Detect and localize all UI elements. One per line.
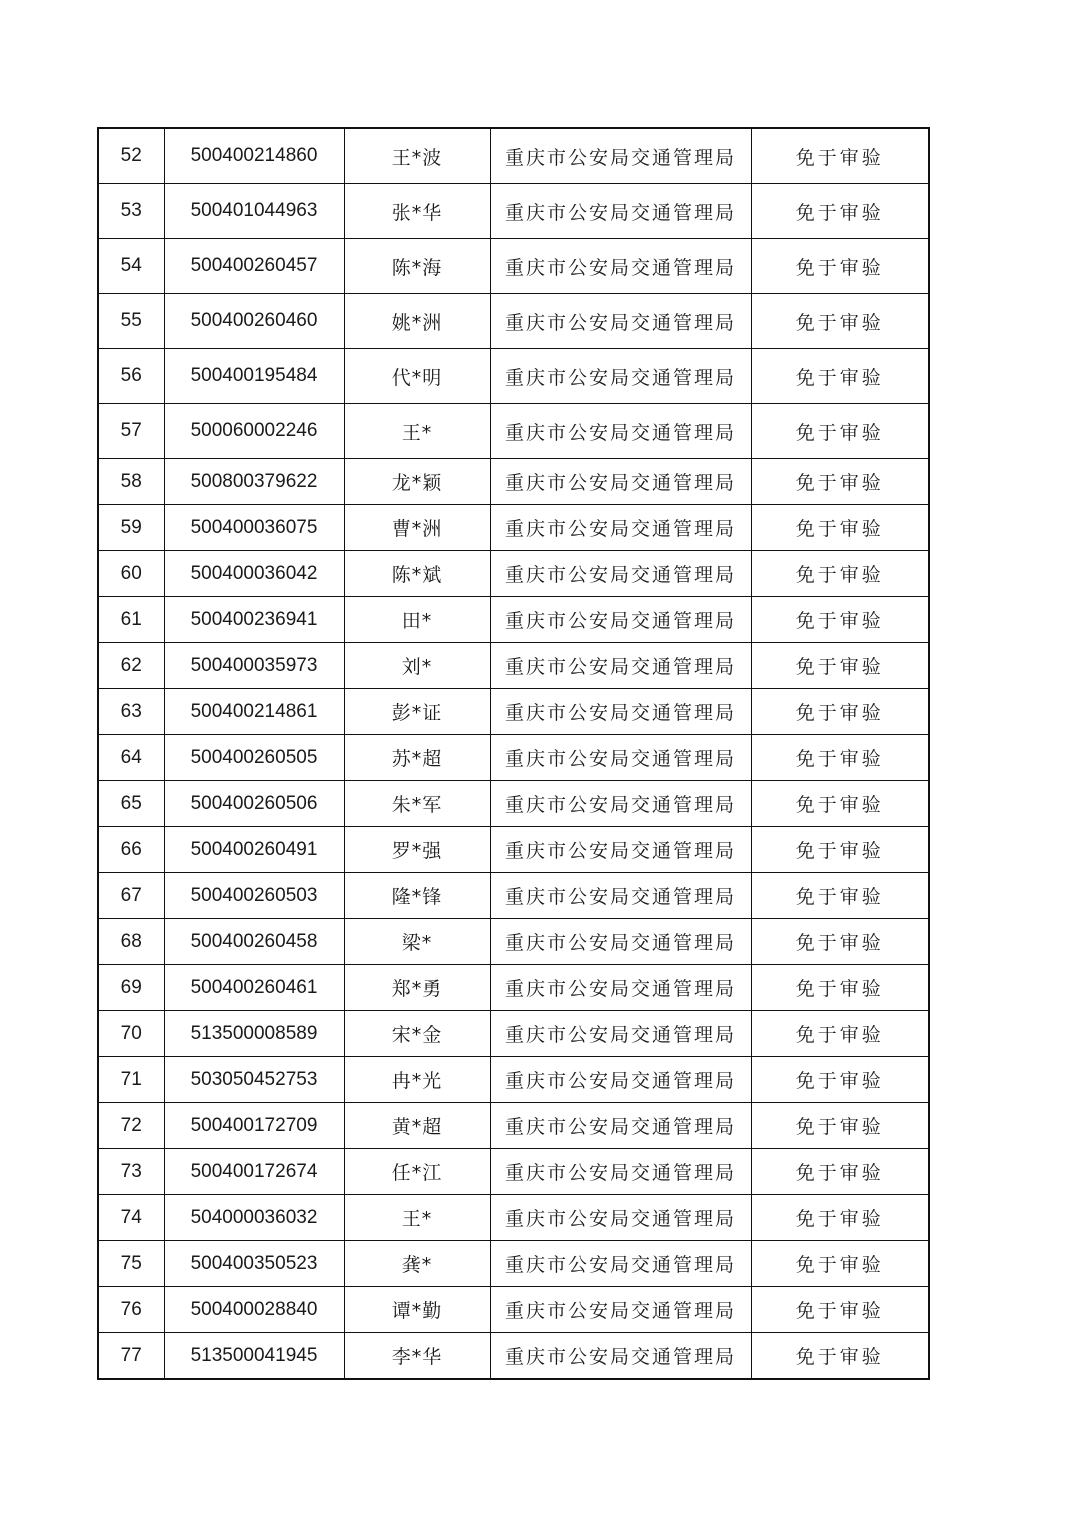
review-result: 免于审验 (751, 781, 929, 827)
review-result: 免于审验 (751, 689, 929, 735)
table-row (98, 294, 929, 349)
issuing-authority: 重庆市公安局交通管理局 (490, 551, 751, 597)
record-code: 500400350523 (164, 1241, 344, 1287)
review-result: 免于审验 (751, 184, 929, 239)
row-index: 72 (98, 1103, 164, 1149)
table-row (98, 1057, 929, 1103)
table-row (98, 1149, 929, 1195)
table-row (98, 689, 929, 735)
row-index: 59 (98, 505, 164, 551)
issuing-authority: 重庆市公安局交通管理局 (490, 1149, 751, 1195)
table-row (98, 505, 929, 551)
row-index: 52 (98, 128, 164, 184)
record-code: 500400214860 (164, 128, 344, 184)
record-code: 513500041945 (164, 1333, 344, 1380)
review-result: 免于审验 (751, 965, 929, 1011)
row-index: 57 (98, 404, 164, 459)
table-row (98, 827, 929, 873)
table-row (98, 349, 929, 404)
record-code: 513500008589 (164, 1011, 344, 1057)
person-name: 龙*颖 (344, 459, 490, 505)
issuing-authority: 重庆市公安局交通管理局 (490, 689, 751, 735)
issuing-authority: 重庆市公安局交通管理局 (490, 919, 751, 965)
review-result: 免于审验 (751, 404, 929, 459)
person-name: 刘* (344, 643, 490, 689)
row-index: 63 (98, 689, 164, 735)
row-index: 54 (98, 239, 164, 294)
issuing-authority: 重庆市公安局交通管理局 (490, 1103, 751, 1149)
issuing-authority: 重庆市公安局交通管理局 (490, 827, 751, 873)
table-row (98, 781, 929, 827)
issuing-authority: 重庆市公安局交通管理局 (490, 735, 751, 781)
record-code: 500060002246 (164, 404, 344, 459)
row-index: 55 (98, 294, 164, 349)
record-code: 500400260505 (164, 735, 344, 781)
record-code: 500400036042 (164, 551, 344, 597)
record-code: 500400028840 (164, 1287, 344, 1333)
issuing-authority: 重庆市公安局交通管理局 (490, 239, 751, 294)
issuing-authority: 重庆市公安局交通管理局 (490, 597, 751, 643)
table-row (98, 239, 929, 294)
record-code: 500400260458 (164, 919, 344, 965)
record-code: 500400195484 (164, 349, 344, 404)
person-name: 隆*锋 (344, 873, 490, 919)
issuing-authority: 重庆市公安局交通管理局 (490, 1287, 751, 1333)
review-result: 免于审验 (751, 735, 929, 781)
issuing-authority: 重庆市公安局交通管理局 (490, 459, 751, 505)
row-index: 74 (98, 1195, 164, 1241)
review-result: 免于审验 (751, 1287, 929, 1333)
record-code: 500400260491 (164, 827, 344, 873)
record-code: 500400260460 (164, 294, 344, 349)
row-index: 70 (98, 1011, 164, 1057)
person-name: 代*明 (344, 349, 490, 404)
person-name: 王*波 (344, 128, 490, 184)
row-index: 62 (98, 643, 164, 689)
issuing-authority: 重庆市公安局交通管理局 (490, 1195, 751, 1241)
issuing-authority: 重庆市公安局交通管理局 (490, 349, 751, 404)
row-index: 67 (98, 873, 164, 919)
issuing-authority: 重庆市公安局交通管理局 (490, 1333, 751, 1380)
table-row (98, 1241, 929, 1287)
review-result: 免于审验 (751, 597, 929, 643)
table-row (98, 919, 929, 965)
table-row (98, 1195, 929, 1241)
record-code: 500400172709 (164, 1103, 344, 1149)
person-name: 冉*光 (344, 1057, 490, 1103)
person-name: 苏*超 (344, 735, 490, 781)
person-name: 黄*超 (344, 1103, 490, 1149)
review-result: 免于审验 (751, 1011, 929, 1057)
review-result: 免于审验 (751, 349, 929, 404)
record-code: 500400172674 (164, 1149, 344, 1195)
table-row (98, 735, 929, 781)
review-result: 免于审验 (751, 1103, 929, 1149)
table-row (98, 404, 929, 459)
record-code: 500400260457 (164, 239, 344, 294)
row-index: 71 (98, 1057, 164, 1103)
review-result: 免于审验 (751, 239, 929, 294)
person-name: 罗*强 (344, 827, 490, 873)
review-result: 免于审验 (751, 643, 929, 689)
table-row (98, 965, 929, 1011)
record-code: 500400260461 (164, 965, 344, 1011)
review-result: 免于审验 (751, 827, 929, 873)
review-result: 免于审验 (751, 128, 929, 184)
table-row (98, 184, 929, 239)
person-name: 李*华 (344, 1333, 490, 1380)
issuing-authority: 重庆市公安局交通管理局 (490, 294, 751, 349)
review-result: 免于审验 (751, 1149, 929, 1195)
row-index: 66 (98, 827, 164, 873)
records-table (97, 127, 930, 1380)
issuing-authority: 重庆市公安局交通管理局 (490, 184, 751, 239)
table-body (98, 128, 929, 1379)
issuing-authority: 重庆市公安局交通管理局 (490, 1011, 751, 1057)
person-name: 陈*海 (344, 239, 490, 294)
row-index: 75 (98, 1241, 164, 1287)
person-name: 陈*斌 (344, 551, 490, 597)
row-index: 53 (98, 184, 164, 239)
review-result: 免于审验 (751, 1195, 929, 1241)
table-row (98, 128, 929, 184)
record-code: 500400236941 (164, 597, 344, 643)
review-result: 免于审验 (751, 551, 929, 597)
table-row (98, 1103, 929, 1149)
review-result: 免于审验 (751, 873, 929, 919)
table-row (98, 1333, 929, 1380)
person-name: 张*华 (344, 184, 490, 239)
record-code: 503050452753 (164, 1057, 344, 1103)
row-index: 76 (98, 1287, 164, 1333)
record-code: 500400260503 (164, 873, 344, 919)
table-row (98, 459, 929, 505)
record-code: 504000036032 (164, 1195, 344, 1241)
issuing-authority: 重庆市公安局交通管理局 (490, 643, 751, 689)
issuing-authority: 重庆市公安局交通管理局 (490, 1057, 751, 1103)
row-index: 61 (98, 597, 164, 643)
person-name: 朱*军 (344, 781, 490, 827)
person-name: 任*江 (344, 1149, 490, 1195)
row-index: 60 (98, 551, 164, 597)
person-name: 曹*洲 (344, 505, 490, 551)
row-index: 68 (98, 919, 164, 965)
person-name: 姚*洲 (344, 294, 490, 349)
review-result: 免于审验 (751, 505, 929, 551)
person-name: 梁* (344, 919, 490, 965)
issuing-authority: 重庆市公安局交通管理局 (490, 965, 751, 1011)
row-index: 65 (98, 781, 164, 827)
person-name: 龚* (344, 1241, 490, 1287)
table-row (98, 1287, 929, 1333)
row-index: 56 (98, 349, 164, 404)
record-code: 500400036075 (164, 505, 344, 551)
table-row (98, 1011, 929, 1057)
review-result: 免于审验 (751, 459, 929, 505)
review-result: 免于审验 (751, 1241, 929, 1287)
record-code: 500400214861 (164, 689, 344, 735)
review-result: 免于审验 (751, 919, 929, 965)
row-index: 64 (98, 735, 164, 781)
issuing-authority: 重庆市公安局交通管理局 (490, 781, 751, 827)
person-name: 王* (344, 1195, 490, 1241)
person-name: 宋*金 (344, 1011, 490, 1057)
row-index: 69 (98, 965, 164, 1011)
record-code: 500401044963 (164, 184, 344, 239)
row-index: 58 (98, 459, 164, 505)
table-row (98, 551, 929, 597)
person-name: 郑*勇 (344, 965, 490, 1011)
table-row (98, 597, 929, 643)
issuing-authority: 重庆市公安局交通管理局 (490, 128, 751, 184)
person-name: 田* (344, 597, 490, 643)
row-index: 77 (98, 1333, 164, 1380)
record-code: 500400035973 (164, 643, 344, 689)
row-index: 73 (98, 1149, 164, 1195)
table-row (98, 873, 929, 919)
issuing-authority: 重庆市公安局交通管理局 (490, 505, 751, 551)
review-result: 免于审验 (751, 294, 929, 349)
table-row (98, 643, 929, 689)
review-result: 免于审验 (751, 1333, 929, 1380)
person-name: 王* (344, 404, 490, 459)
person-name: 彭*证 (344, 689, 490, 735)
record-code: 500800379622 (164, 459, 344, 505)
record-code: 500400260506 (164, 781, 344, 827)
review-result: 免于审验 (751, 1057, 929, 1103)
person-name: 谭*勤 (344, 1287, 490, 1333)
issuing-authority: 重庆市公安局交通管理局 (490, 404, 751, 459)
issuing-authority: 重庆市公安局交通管理局 (490, 873, 751, 919)
issuing-authority: 重庆市公安局交通管理局 (490, 1241, 751, 1287)
